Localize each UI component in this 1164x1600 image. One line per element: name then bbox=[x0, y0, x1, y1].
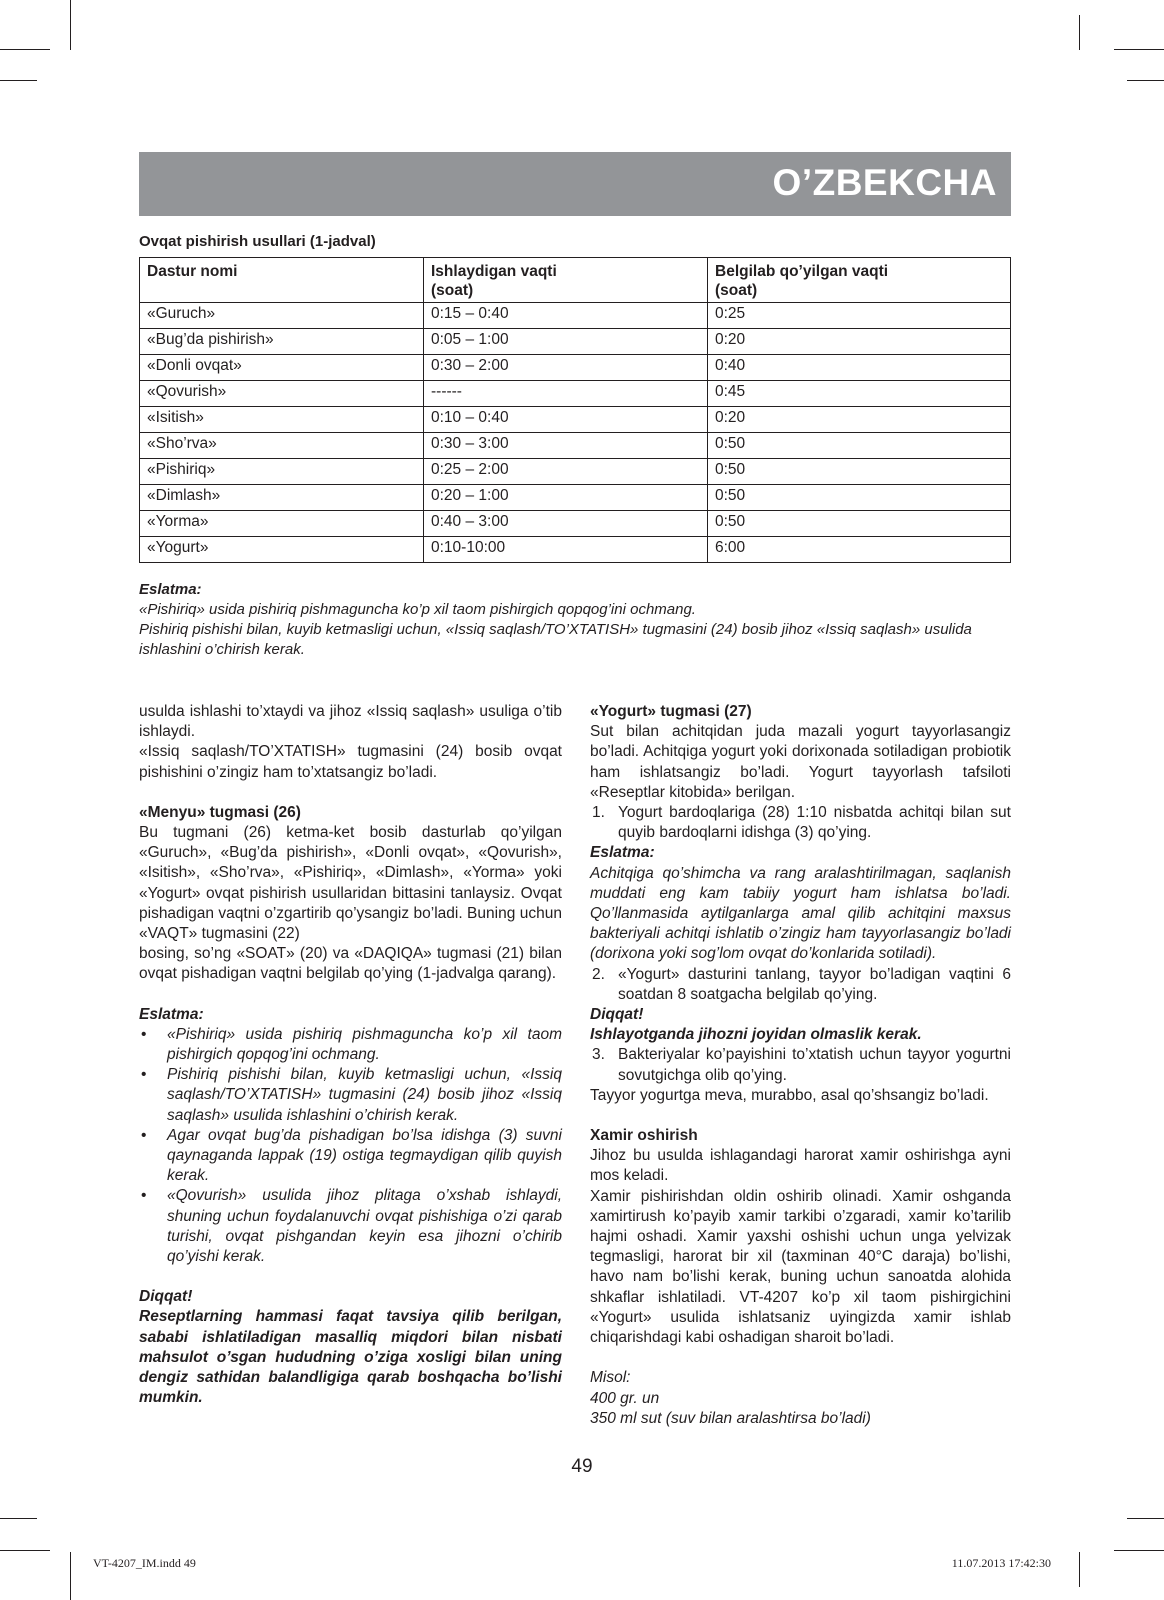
table-row bbox=[140, 433, 1011, 459]
paragraph: Sut bilan achitqidan juda mazali yogurt tayyorlasangiz bo’ladi. Achitqiga yogurt yoki dorixonada sotiladigan probiotik ham ishlatsangiz bo’ladi. Yogurt tayyorlash tafsiloti «Reseptlar kitobida» berilgan. bbox=[590, 723, 1011, 801]
paragraph: bosing, so’ng «SOAT» (20) va «DAQIQA» tugmasi (21) bilan ovqat pishadigan vaqtni belgilab qo’ying (1-jadvalga qarang). bbox=[139, 945, 562, 983]
paragraph: «Issiq saqlash/TO’XTATISH» tugmasini (24) bosib ovqat pishishini o’zingiz ham to’xtatsangiz bo’ladi. bbox=[139, 743, 562, 781]
table-cell: 0:50 bbox=[708, 485, 1011, 511]
column-header-unit: (soat) bbox=[715, 282, 758, 299]
example-line: 350 ml sut (suv bilan aralashtirsa bo’ladi) bbox=[590, 1409, 871, 1427]
table-cell: «Pishiriq» bbox=[140, 459, 424, 485]
column-header-text: Dastur nomi bbox=[147, 263, 238, 280]
crop-mark bbox=[1079, 1552, 1080, 1587]
column-header-text: Ishlaydigan vaqti bbox=[431, 263, 557, 280]
table-row bbox=[140, 511, 1011, 537]
bullet-mark: • bbox=[141, 1025, 147, 1043]
attention-heading: Diqqat! bbox=[590, 1006, 644, 1024]
note-text: Achitqiga qo’shimcha va rang aralashtirilmagan, saqlanish muddati eng kam tabiiy yogurt ham ishlatsa bo’ladi. Qo’llanmasida aytilganlarga amal qilib achitqini maxsus bakteriyali achitqi ishlatib o’zingiz ham tayyorlasangiz bo’ladi (dorixona yoki sog’lom ovqat do’konlarida sotiladi). bbox=[590, 864, 1011, 963]
column-header bbox=[424, 258, 708, 303]
crop-mark bbox=[70, 0, 71, 50]
table-cell: 0:30 – 3:00 bbox=[424, 433, 708, 459]
column-header-unit: (soat) bbox=[431, 282, 474, 299]
table-cell: 0:45 bbox=[708, 381, 1011, 407]
step-text: Bakteriyalar ko’payishini to’xtatish uchun tayyor yogurtni sovutgichga olib qo’ying. bbox=[618, 1046, 1011, 1084]
table-cell: 0:50 bbox=[708, 433, 1011, 459]
crop-mark bbox=[1114, 49, 1164, 50]
table-cell: «Bug’da pishirish» bbox=[140, 329, 424, 355]
table-row bbox=[140, 329, 1011, 355]
bullet-mark: • bbox=[141, 1066, 147, 1084]
column-header-text: Belgilab qo’yilgan vaqti bbox=[715, 263, 889, 280]
table-cell: «Guruch» bbox=[140, 303, 424, 329]
note-heading: Eslatma: bbox=[590, 844, 655, 862]
left-column bbox=[139, 702, 562, 1409]
example-line: 400 gr. un bbox=[590, 1389, 660, 1407]
bullet-text: «Pishiriq» usida pishiriq pishmaguncha ko’p xil taom pishirgich qopqog’ini ochmang. bbox=[167, 1025, 562, 1064]
table-cell: 0:50 bbox=[708, 459, 1011, 485]
note-heading: Eslatma: bbox=[139, 581, 202, 598]
table-cell: 0:25 bbox=[708, 303, 1011, 329]
attention-text: Ishlayotganda jihozni joyidan olmaslik kerak. bbox=[590, 1026, 922, 1044]
crop-mark bbox=[1114, 1550, 1164, 1551]
crop-mark bbox=[0, 1518, 37, 1519]
bullet-item bbox=[139, 1126, 562, 1187]
crop-mark bbox=[0, 1550, 50, 1551]
table-cell: 0:10 – 0:40 bbox=[424, 407, 708, 433]
attention-text: Reseptlarning hammasi faqat tavsiya qilib berilgan, sababi ishlatiladigan masalliq miqdori bilan nisbati mahsulot o’sgan hududning o’ziga xosligi bilan uning dengiz sathidan balandligiga qarab boshqacha bo’lishi mumkin. bbox=[139, 1308, 562, 1407]
bullet-item bbox=[139, 1025, 562, 1065]
bullet-text: Pishiriq pishishi bilan, kuyib ketmasligi uchun, «Issiq saqlash/TO’XTATISH» tugmasini (24) bosib jihoz «Issiq saqlash» usulida ishlashini o’chirish kerak. bbox=[167, 1066, 562, 1124]
table-cell: 0:40 bbox=[708, 355, 1011, 381]
table-cell: 0:20 bbox=[708, 329, 1011, 355]
bullet-item bbox=[139, 1065, 562, 1126]
date-slug: 11.07.2013 17:42:30 bbox=[951, 1556, 1051, 1570]
table-note bbox=[139, 580, 1011, 660]
table-cell: 0:05 – 1:00 bbox=[424, 329, 708, 355]
file-slug: VT-4207_IM.indd 49 bbox=[93, 1556, 196, 1570]
language-banner bbox=[139, 152, 1011, 216]
right-column bbox=[590, 702, 1011, 1429]
table-title: Ovqat pishirish usullari (1-jadval) bbox=[139, 233, 376, 250]
table-row bbox=[140, 459, 1011, 485]
table-cell: «Donli ovqat» bbox=[140, 355, 424, 381]
paragraph: Bu tugmani (26) ketma-ket bosib dasturlab qo’yilgan «Guruch», «Bug’da pishirish», «Donli ovqat», «Qovurish», «Isitish», «Sho’rva», «Pishiriq», «Dimlash», «Yorma» yoki «Yogurt» ovqat pishirish usullaridan bittasini tanlaysiz. Ovqat pishadigan vaqtni o’zgartirib qo’ysangiz bo’ladi. Buning uchun «VAQT» tugmasini (22) bbox=[139, 824, 562, 943]
step-text: Yogurt bardoqlariga (28) 1:10 nisbatda achitqi bilan sut quyib bardoqlarni idishga (3) qo’ying. bbox=[618, 804, 1011, 842]
note-line: «Pishiriq» usida pishiriq pishmaguncha ko’p xil taom pishirgich qopqog’ini ochmang. bbox=[139, 601, 696, 618]
table-cell: 0:25 – 2:00 bbox=[424, 459, 708, 485]
table-cell: «Yorma» bbox=[140, 511, 424, 537]
step-text: «Yogurt» dasturini tanlang, tayyor bo’ladigan vaqtini 6 soatdan 8 soatgacha belgilab qo’ying. bbox=[618, 965, 1011, 1003]
table-cell: 0:50 bbox=[708, 511, 1011, 537]
table-cell: 0:40 – 3:00 bbox=[424, 511, 708, 537]
bullet-text: «Qovurish» usulida jihoz plitaga o’xshab ishlaydi, shuning uchun foydalanuvchi ovqat pishishiga o’zi qarab turishi, ovqat pishgandan keyin esa jihozni o’chirib qo’yishi kerak. bbox=[167, 1187, 562, 1266]
table-row bbox=[140, 303, 1011, 329]
section-heading: «Menyu» tugmasi (26) bbox=[139, 803, 301, 821]
section-heading: «Yogurt» tugmasi (27) bbox=[590, 703, 752, 720]
note-line: Pishiriq pishishi bilan, kuyib ketmasligi uchun, «Issiq saqlash/TO’XTATISH» tugmasini (24) bosib jihoz «Issiq saqlash» usulida ishlashini o’chirish kerak. bbox=[139, 621, 972, 658]
step-number: 3. bbox=[592, 1046, 605, 1064]
step-number: 2. bbox=[592, 965, 605, 983]
paragraph: usulda ishlashi to’xtaydi va jihoz «Issiq saqlash» usuliga o’tib ishlaydi. bbox=[139, 703, 562, 741]
table-header-row bbox=[140, 258, 1011, 303]
cooking-modes-table bbox=[139, 257, 1011, 563]
column-header bbox=[708, 258, 1011, 303]
language-title: O’ZBEKCHA bbox=[772, 162, 997, 203]
page-number: 49 bbox=[571, 1456, 593, 1477]
note-heading: Eslatma: bbox=[139, 1005, 204, 1023]
crop-mark bbox=[0, 49, 50, 50]
bullet-item bbox=[139, 1186, 562, 1267]
crop-mark bbox=[1079, 15, 1080, 50]
table-row bbox=[140, 407, 1011, 433]
table-cell: 0:20 – 1:00 bbox=[424, 485, 708, 511]
table-cell: 0:20 bbox=[708, 407, 1011, 433]
table-cell: 0:10-10:00 bbox=[424, 537, 708, 563]
numbered-step bbox=[590, 803, 1011, 843]
bullet-text: Agar ovqat bug’da pishadigan bo’lsa idishga (3) suvni qaynaganda lappak (19) ostiga tegmaydigan qilib quyish kerak. bbox=[167, 1126, 562, 1185]
paragraph: Xamir pishirishdan oldin oshirib olinadi. Xamir oshganda xamirtirush ko’payib xamir tarkibi o’zgaradi, xamir ko’tarilib hajmi oshadi. Xamir yaxshi oshishi uchun unga yelvizak tegmasligi, harorat bir xil (taxminan 40°C daraja) bo’lishi, havo nam bo’lishi kerak, buning uchun sanoatda alohida shkaflar ishlatiladi. VT-4207 ko’p xil taom pishirgichini «Yogurt» usulida ishlatsaniz uyingizda xamir ishlab chiqarishdagi kabi oshadigan sharoit bo’ladi. bbox=[590, 1187, 1011, 1347]
numbered-step bbox=[590, 965, 1011, 1005]
attention-heading: Diqqat! bbox=[139, 1288, 193, 1306]
crop-mark bbox=[1127, 80, 1164, 81]
paragraph: Tayyor yogurtga meva, murabbo, asal qo’shsangiz bo’ladi. bbox=[590, 1086, 989, 1104]
table-row bbox=[140, 381, 1011, 407]
table-cell: «Qovurish» bbox=[140, 381, 424, 407]
table-row bbox=[140, 355, 1011, 381]
step-number: 1. bbox=[592, 804, 605, 822]
numbered-step bbox=[590, 1045, 1011, 1085]
table-cell: «Dimlash» bbox=[140, 485, 424, 511]
table-cell: «Isitish» bbox=[140, 407, 424, 433]
table-row bbox=[140, 537, 1011, 563]
example-heading: Misol: bbox=[590, 1369, 631, 1387]
table-cell: 6:00 bbox=[708, 537, 1011, 563]
table-cell: «Yogurt» bbox=[140, 537, 424, 563]
column-header bbox=[140, 258, 424, 303]
paragraph: Jihoz bu usulda ishlagandagi harorat xamir oshirishga ayni mos keladi. bbox=[590, 1147, 1011, 1185]
table-cell: ------ bbox=[424, 381, 708, 407]
crop-mark bbox=[0, 80, 37, 81]
table-cell: «Sho’rva» bbox=[140, 433, 424, 459]
table-cell: 0:15 – 0:40 bbox=[424, 303, 708, 329]
table-body bbox=[140, 303, 1011, 563]
crop-mark bbox=[1127, 1518, 1164, 1519]
table-row bbox=[140, 485, 1011, 511]
table-cell: 0:30 – 2:00 bbox=[424, 355, 708, 381]
bullet-mark: • bbox=[141, 1187, 147, 1205]
crop-mark bbox=[70, 1552, 71, 1600]
section-heading: Xamir oshirish bbox=[590, 1127, 698, 1145]
bullet-mark: • bbox=[141, 1126, 147, 1144]
